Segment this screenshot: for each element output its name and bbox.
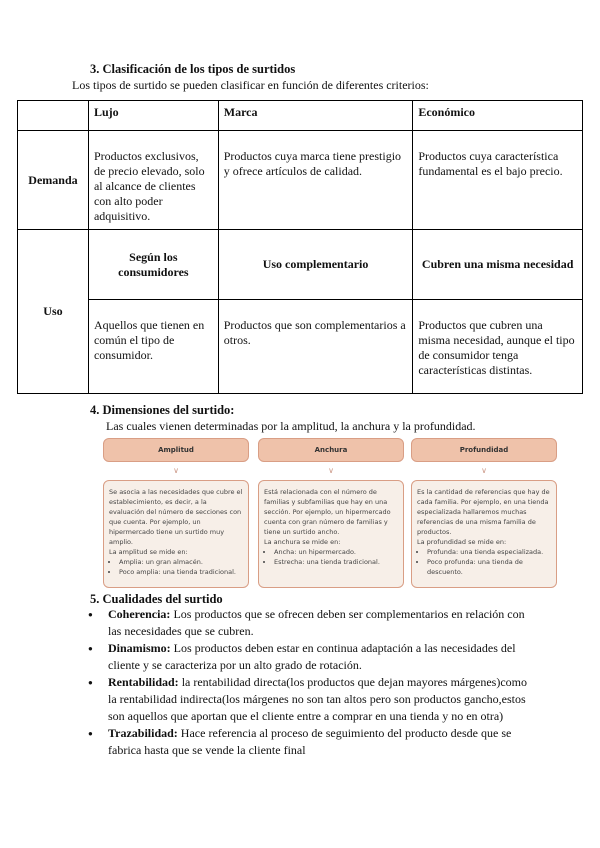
subheader: Según los consumidores: [88, 230, 218, 300]
bullet: • Poco amplia: una tienda tradicional.: [119, 567, 243, 577]
description: Los productos que se ofrecen deben ser complementarios en relación con las necesidades que se cubren.: [108, 607, 525, 638]
term: Coherencia:: [108, 607, 171, 621]
subheader: Cubren una misma necesidad: [413, 230, 583, 300]
bullet: • Amplia: un gran almacén.: [119, 557, 243, 567]
arrow-down-icon: ∨: [481, 466, 487, 475]
list-item: [88, 725, 528, 759]
description: Los productos deben estar en continua adaptación a las necesidades del cliente y se caracteriza por un alto grado de rotación.: [108, 641, 516, 672]
section-5-title: 5. Cualidades del surtido: [90, 592, 223, 606]
list-item: [88, 674, 528, 725]
cell: Aquellos que tienen en común el tipo de consumidor.: [88, 300, 218, 394]
section-4-intro: Las cuales vienen determinadas por la amplitud, la anchura y la profundidad.: [106, 419, 476, 433]
description: la rentabilidad directa(los productos que dejan mayores márgenes)como la rentabilidad indirecta(los márgenes no son tan altos pero son productos gancho,estos son aquellos que aportan que el cliente entre a comprar en una tienda y no en otra): [108, 675, 528, 723]
list-item: [88, 606, 528, 640]
bullet: • Poco profunda: una tienda de descuento.: [427, 557, 551, 577]
row-label-demanda: Demanda: [18, 131, 89, 230]
cell: Productos que cubren una misma necesidad, aunque el tipo de consumidor tenga características distintas.: [413, 300, 583, 394]
dimension-text: Está relacionada con el número de familias y subfamilias que hay en una sección. Por ejemplo, un hipermercado cuenta con gran número de familias y tiene un surtido ancho.: [264, 488, 391, 536]
empty-cell: [18, 101, 89, 131]
section-4-title: 4. Dimensiones del surtido:: [90, 403, 235, 417]
term: Trazabilidad:: [108, 726, 178, 740]
cell: Productos que son complementarios a otros.: [218, 300, 413, 394]
header-lujo: Lujo: [88, 101, 218, 131]
cell: Productos cuya característica fundamental es el bajo precio.: [413, 131, 583, 230]
qualities-list: [88, 606, 528, 759]
dimension-text: Es la cantidad de referencias que hay de cada familia. Por ejemplo, en una tienda especializada hallaremos muchas referencias de una misma familia de productos.: [417, 488, 550, 536]
header-marca: Marca: [218, 101, 413, 131]
dimension-anchura: [258, 438, 404, 588]
list-item: [88, 640, 528, 674]
arrow-down-icon: ∨: [173, 466, 179, 475]
section-3-title: 3. Clasificación de los tipos de surtidos: [90, 62, 296, 76]
dimension-title: Amplitud: [103, 438, 249, 462]
assortment-types-table: [17, 100, 583, 394]
dimension-measure: La amplitud se mide en:: [109, 548, 188, 556]
header-economico: Económico: [413, 101, 583, 131]
bullet: • Estrecha: una tienda tradicional.: [274, 557, 398, 567]
bullet: • Ancha: un hipermercado.: [274, 547, 398, 557]
row-label-uso: Uso: [18, 230, 89, 394]
dimension-measure: La profundidad se mide en:: [417, 538, 507, 546]
cell: Productos cuya marca tiene prestigio y ofrece artículos de calidad.: [218, 131, 413, 230]
bullet: • Profunda: una tienda especializada.: [427, 547, 551, 557]
cell: Productos exclusivos, de precio elevado, solo al alcance de clientes con alto poder adquisitivo.: [88, 131, 218, 230]
dimension-text: Se asocia a las necesidades que cubre el establecimiento, es decir, a la evaluación del número de secciones con que cuenta. Por ejemplo, un hipermercado tiene un surtido muy amplio.: [109, 488, 243, 546]
section-3-intro: Los tipos de surtido se pueden clasificar en función de diferentes criterios:: [72, 78, 429, 92]
dimension-amplitud: [103, 438, 249, 588]
arrow-down-icon: ∨: [328, 466, 334, 475]
dimension-title: Profundidad: [411, 438, 557, 462]
dimension-measure: La anchura se mide en:: [264, 538, 341, 546]
term: Rentabilidad:: [108, 675, 179, 689]
dimension-title: Anchura: [258, 438, 404, 462]
term: Dinamismo:: [108, 641, 171, 655]
subheader: Uso complementario: [218, 230, 413, 300]
description: Hace referencia al proceso de seguimiento del producto desde que se fabrica hasta que se vende la cliente final: [108, 726, 512, 757]
dimension-profundidad: [411, 438, 557, 588]
